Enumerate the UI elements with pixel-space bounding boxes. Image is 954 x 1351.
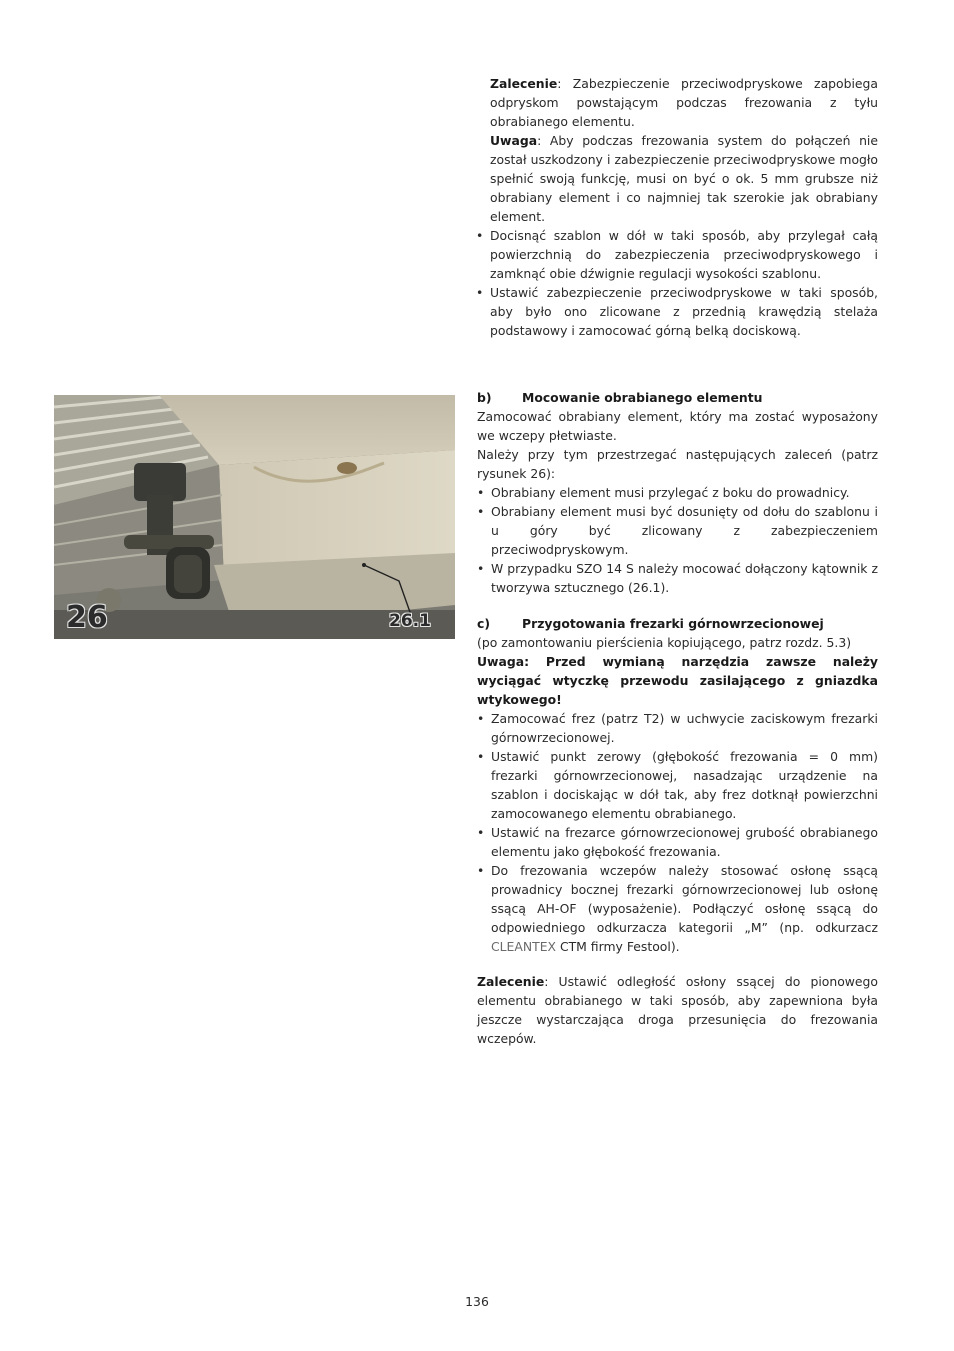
figure-number: 26 [66,600,108,635]
recommendation-paragraph: Zalecenie: Ustawić odległość osłony ssącej do pionowego elementu obrabianego w taki sposób, aby zapewniona była jeszcze wystarczająca droga przesunięcia do frezowania wczepów. [477,974,878,1046]
list-item: • Ustawić na frezarce górnowrzecionowej grubość obrabianego elementu jako głębokość frezowania. [477,823,878,861]
paragraph: (po zamontowaniu pierścienia kopiującego, patrz rozdz. 5.3) [477,635,852,650]
section-title: Przygotowania frezarki górnowrzecionowej [522,616,824,631]
section-title: Mocowanie obrabianego elementu [522,390,763,405]
section-c-bullet-list [477,709,878,956]
list-item: • Obrabiany element musi być dosunięty od dołu do szablonu i u góry być zlicowany z zabezpieczeniem przeciwodpryskowym. [477,502,878,559]
workpiece-photo-illustration [54,395,455,639]
caution-label: Uwaga [490,133,538,148]
list-item: • Docisnąć szablon w dół w taki sposób, aby przylegał całą powierzchnią do zabezpieczenia przeciwodpryskowego i zamknąć obie dźwignie regulacji wysokości szablonu. [476,226,878,283]
caution-paragraph: Uwaga: Aby podczas frezowania system do połączeń nie został uszkodzony i zabezpieczenie przeciwodpryskowe mogło spełnić swoją funkcję, musi on być o ok. 5 mm grubsze niż obrabiany element i co najmniej tak szerokie jak obrabiany element. [490,133,878,224]
section-letter: c) [477,616,491,631]
list-item: • Ustawić punkt zerowy (głębokość frezowania = 0 mm) frezarki górnowrzecionowej, nasadzając urządzenie na szablon i dociskając w dół tak, aby frez dotknął powierzchni zamocowanego elementu obrabianego. [477,747,878,823]
brand-name: CLEANTEX [491,939,557,954]
bottom-recommendation [477,972,878,1048]
section-b [477,388,878,597]
section-c [477,614,878,956]
paragraph: Zamocować obrabiany element, który ma zostać wyposażony we wczepy płetwiaste. [477,409,878,443]
recommendation-label: Zalecenie [490,76,558,91]
list-item: • Do frezowania wczepów należy stosować osłonę ssącą prowadnicy bocznej frezarki górnowrzecionowej lub osłonę ssącą AH-OF (wyposażenie). Podłączyć osłonę ssącą do odpowiedniego odkurzacza kategorii „M” (np. odkurzacz CLEANTEX CTM firmy Festool). [477,861,878,956]
page-number: 136 [465,1294,489,1309]
list-item: • Obrabiany element musi przylegać z boku do prowadnicy. [477,483,878,502]
top-bullet-list [476,226,878,340]
recommendation-label: Zalecenie [477,974,545,989]
figure-26-photo [54,395,455,639]
warning-paragraph: Uwaga: Przed wymianą narzędzia zawsze należy wyciągać wtyczkę przewodu zasilającego z gniazdka wtykowego! [477,654,878,707]
callout-label: 26.1 [389,611,431,631]
list-item: • Zamocować frez (patrz T2) w uchwycie zaciskowym frezarki górnowrzecionowej. [477,709,878,747]
recommendation-paragraph: Zalecenie: Zabezpieczenie przeciwodpryskowe zapobiega odpryskom powstającym podczas frezowania z tyłu obrabianego elementu. [490,76,878,129]
paragraph: Należy przy tym przestrzegać następujących zaleceń (patrz rysunek 26): [477,447,878,481]
list-item: • Ustawić zabezpieczenie przeciwodpryskowe w taki sposób, aby było ono zlicowane z przednią krawędzią stelaża podstawowy i zamocować górną belką dociskową. [476,283,878,340]
list-item: • W przypadku SZO 14 S należy mocować dołączony kątownik z tworzywa sztucznego (26.1). [477,559,878,597]
top-text-block [490,74,878,340]
section-b-bullet-list [477,483,878,597]
section-letter: b) [477,390,492,405]
section-c-heading [477,614,878,633]
section-b-heading [477,388,878,407]
